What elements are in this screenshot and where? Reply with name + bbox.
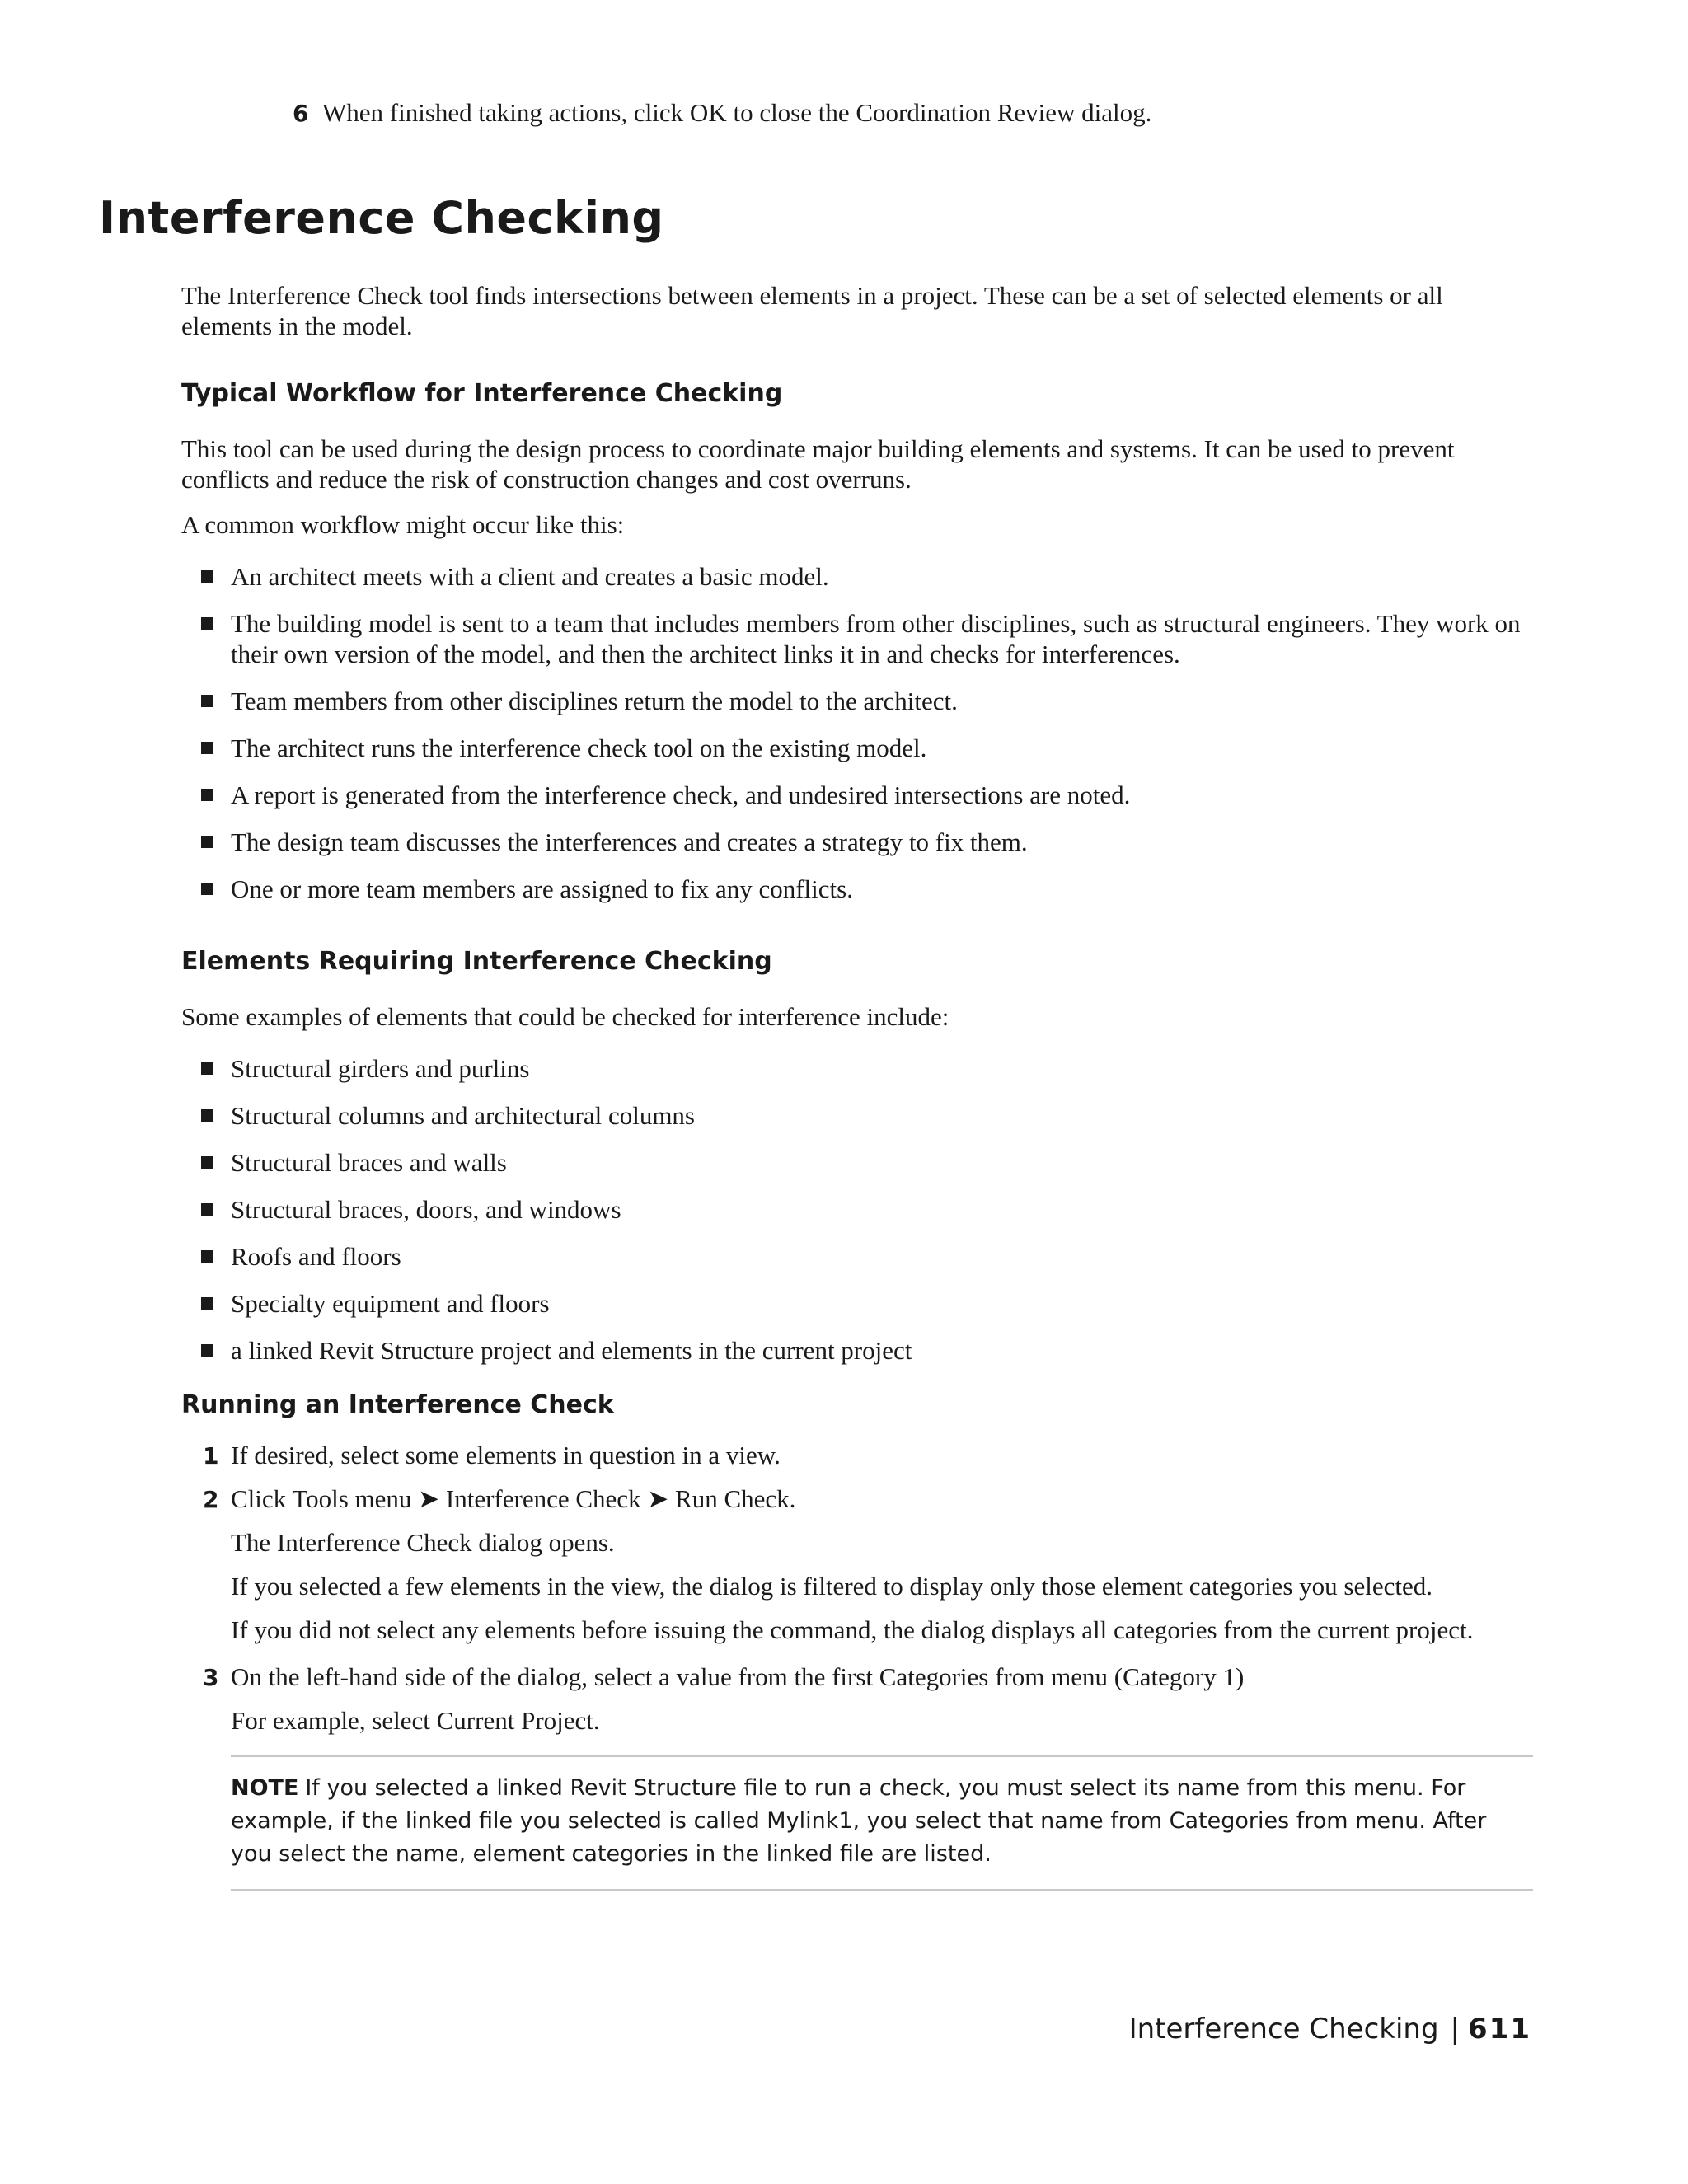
bullet-square-icon bbox=[201, 1344, 213, 1357]
step-text: When finished taking actions, click OK to close the Coordination Review dialog. bbox=[322, 98, 1152, 127]
elements-heading: Elements Requiring Interference Checking bbox=[181, 947, 772, 976]
note-text: If you selected a linked Revit Structure file to run a check, you must select its name from this menu. For example, if the linked file you selected is called Mylink1, you select that name from Categories from menu. After you select the name, element categories in the linked file are listed. bbox=[231, 1775, 1487, 1867]
elements-list bbox=[181, 1053, 1533, 1366]
procedure-steps bbox=[181, 1440, 1533, 1736]
workflow-lead-in: A common workflow might occur like this: bbox=[181, 510, 625, 539]
procedure-step bbox=[181, 1440, 1533, 1470]
list-item: A report is generated from the interference check, and undesired intersections are noted. bbox=[181, 780, 1533, 810]
elements-intro: Some examples of elements that could be checked for interference include: bbox=[181, 1002, 950, 1031]
bullet-square-icon bbox=[201, 789, 213, 801]
bullet-square-icon bbox=[201, 883, 213, 895]
page-number: 611 bbox=[1468, 2013, 1531, 2046]
bullet-square-icon bbox=[201, 1109, 213, 1122]
bullet-square-icon bbox=[201, 617, 213, 630]
list-item: An architect meets with a client and creates a basic model. bbox=[181, 561, 1533, 592]
step-text: Click Tools menu ➤ Interference Check ➤ Run Check. bbox=[231, 1484, 796, 1513]
workflow-list bbox=[181, 561, 1533, 904]
bullet-square-icon bbox=[201, 836, 213, 848]
bullet-square-icon bbox=[201, 570, 213, 583]
page-footer bbox=[1129, 2011, 1531, 2047]
section-title: Interference Checking bbox=[99, 192, 664, 244]
bullet-square-icon bbox=[201, 742, 213, 754]
list-item: Structural columns and architectural columns bbox=[181, 1100, 1533, 1131]
workflow-heading: Typical Workflow for Interference Checking bbox=[181, 379, 783, 408]
step-detail: If you selected a few elements in the view, the dialog is filtered to display only those element categories you selected. bbox=[231, 1572, 1432, 1601]
list-item: Structural braces, doors, and windows bbox=[181, 1194, 1533, 1225]
bullet-square-icon bbox=[201, 1203, 213, 1216]
step-number: 6 bbox=[293, 100, 309, 127]
list-item: The design team discusses the interferences and creates a strategy to fix them. bbox=[181, 827, 1533, 857]
list-item: Specialty equipment and floors bbox=[181, 1288, 1533, 1319]
workflow-paragraph: This tool can be used during the design process to coordinate major building elements and systems. It can be used to prevent conflicts and reduce the risk of construction changes and cost overruns. bbox=[181, 434, 1455, 494]
footer-separator: | bbox=[1450, 2013, 1461, 2046]
footer-section-title: Interference Checking bbox=[1128, 2013, 1439, 2046]
list-item: The architect runs the interference check tool on the existing model. bbox=[181, 733, 1533, 763]
continued-step bbox=[293, 97, 1529, 129]
list-item: Roofs and floors bbox=[181, 1241, 1533, 1272]
note-box bbox=[231, 1755, 1533, 1891]
list-item: One or more team members are assigned to fix any conflicts. bbox=[181, 874, 1533, 904]
step-number: 2 bbox=[203, 1486, 219, 1513]
procedure-step bbox=[181, 1483, 1533, 1645]
step-example: For example, select Current Project. bbox=[231, 1706, 600, 1735]
list-item: Structural girders and purlins bbox=[181, 1053, 1533, 1084]
bullet-square-icon bbox=[201, 1156, 213, 1169]
note-label: NOTE bbox=[231, 1775, 299, 1801]
list-item: The building model is sent to a team that includes members from other disciplines, such as structural engineers. They work on their own version of the model, and then the architect links it in and checks for interferences. bbox=[181, 608, 1533, 669]
section-body bbox=[181, 280, 1533, 1891]
step-number: 1 bbox=[203, 1442, 219, 1469]
bullet-square-icon bbox=[201, 695, 213, 707]
intro-paragraph: The Interference Check tool finds intersections between elements in a project. These can be a set of selected elements or all elements in the model. bbox=[181, 281, 1443, 340]
procedure-step bbox=[181, 1661, 1533, 1736]
step-text: If desired, select some elements in question in a view. bbox=[231, 1441, 781, 1469]
list-item: Team members from other disciplines return the model to the architect. bbox=[181, 686, 1533, 716]
list-item: Structural braces and walls bbox=[181, 1147, 1533, 1178]
bullet-square-icon bbox=[201, 1250, 213, 1263]
step-result: The Interference Check dialog opens. bbox=[231, 1528, 615, 1557]
step-number: 3 bbox=[203, 1664, 219, 1691]
bullet-square-icon bbox=[201, 1297, 213, 1310]
list-item: a linked Revit Structure project and elements in the current project bbox=[181, 1335, 1533, 1366]
step-text: On the left-hand side of the dialog, select a value from the first Categories from menu (Category 1) bbox=[231, 1662, 1245, 1691]
bullet-square-icon bbox=[201, 1062, 213, 1075]
step-detail: If you did not select any elements before issuing the command, the dialog displays all categories from the current project. bbox=[231, 1615, 1474, 1644]
running-heading: Running an Interference Check bbox=[181, 1390, 614, 1419]
